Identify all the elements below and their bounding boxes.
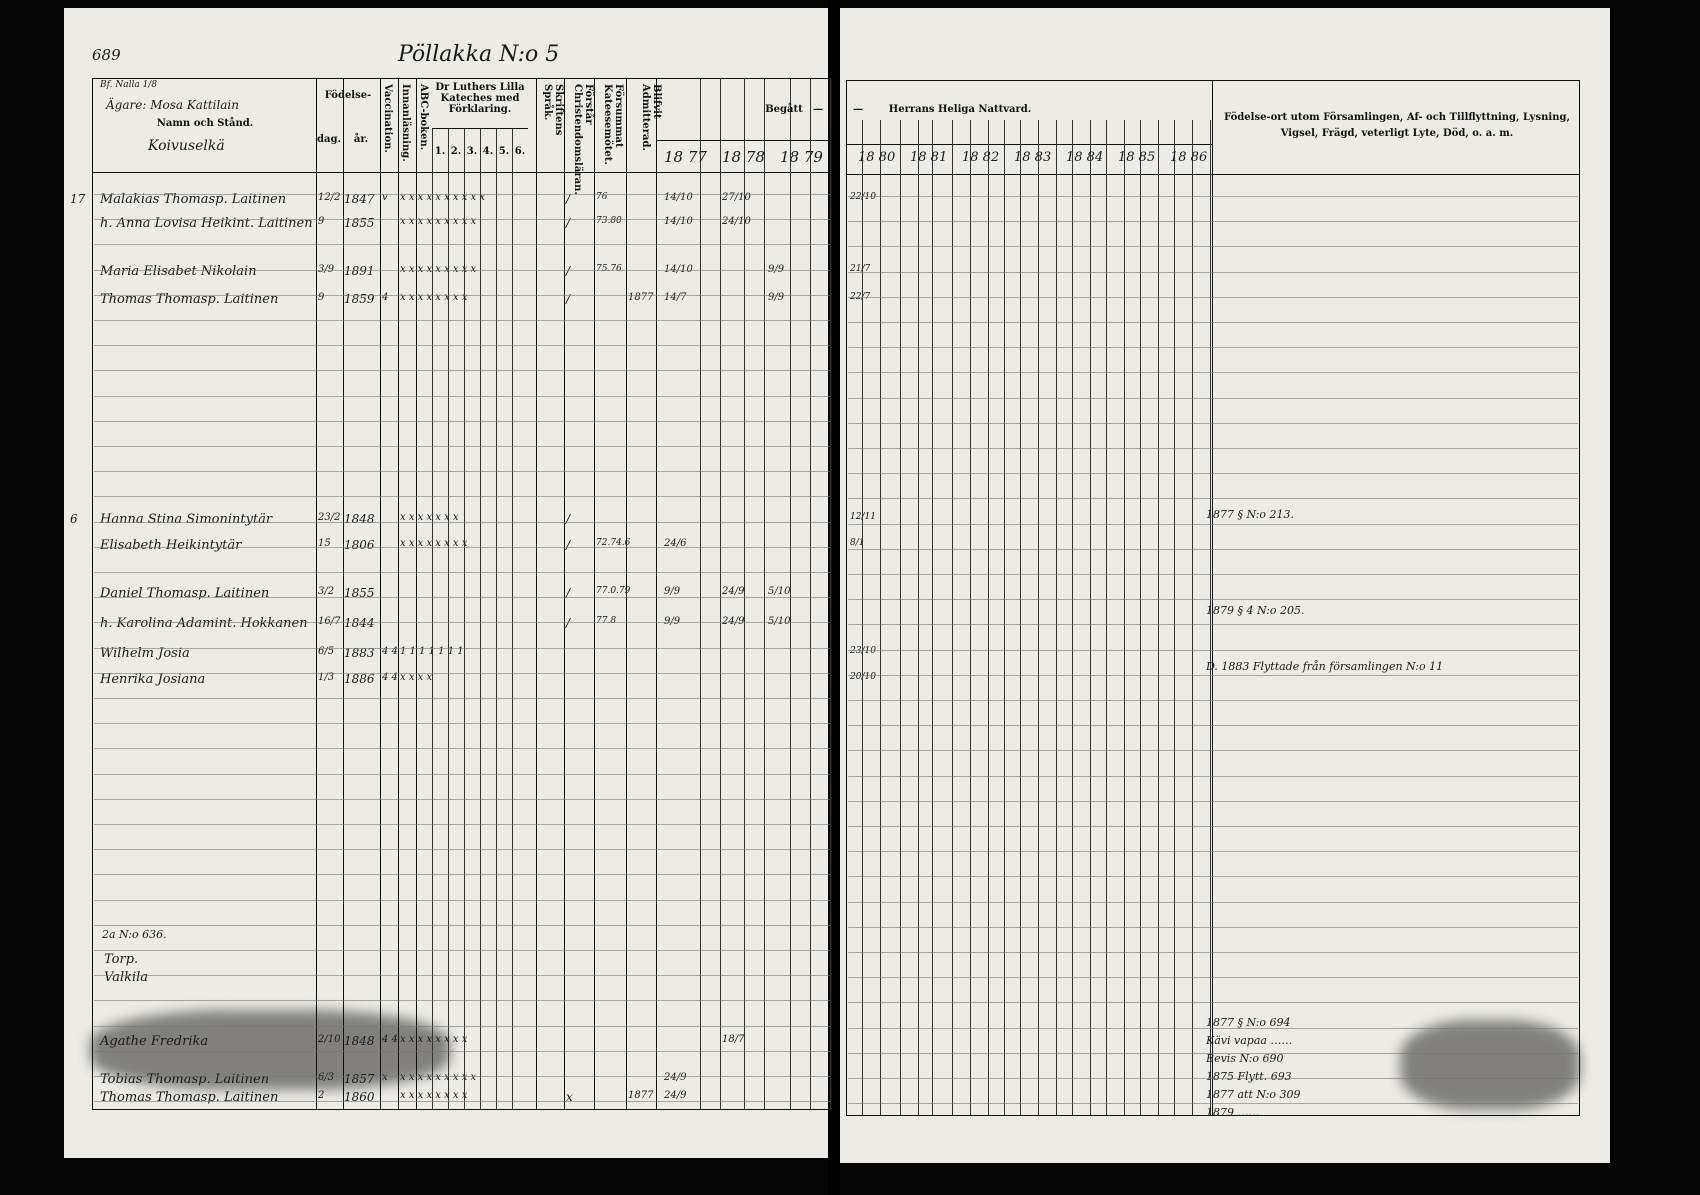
ruled-line: [94, 824, 830, 825]
understands-header: Förstår Christendomsläran.: [572, 84, 594, 195]
ruled-line: [848, 750, 1578, 751]
abc-header: ABC-boken.: [418, 84, 429, 151]
birth-header: Födelse-: [324, 90, 372, 101]
ruled-line: [94, 320, 830, 321]
column-line: [918, 120, 919, 1116]
year-header: 18 80: [858, 150, 896, 165]
remark-entry: 1877 § N:o 213.: [1206, 508, 1295, 521]
communion-1877: 24/9: [664, 1072, 687, 1083]
person-name: Elisabeth Heikintytär: [100, 538, 242, 553]
farm-name: Koivuselkä: [148, 138, 225, 154]
remarks-header: Födelse-ort utom Församlingen, Af- och Tillflyttning, Lysning, Vigsel, Frägd, veterligt Lyte, Död, o. a. m.: [1224, 112, 1570, 139]
year-header: 18 85: [1118, 150, 1156, 165]
person-name: Hanna Stina Simonintytär: [100, 512, 273, 527]
ruled-line: [94, 874, 830, 875]
ruled-line: [94, 522, 830, 523]
communion-1880: 22/7: [850, 292, 871, 302]
vaccination-header: Vaccination.: [382, 84, 393, 153]
right-header-divider: [846, 174, 1580, 175]
lower-note-2: Torp.: [104, 952, 139, 967]
communion-1877: 24/9: [664, 1090, 687, 1101]
ruled-line: [848, 246, 1578, 247]
catechism-divider: [432, 128, 528, 129]
ruled-line: [848, 1053, 1578, 1054]
ruled-line: [94, 950, 830, 951]
ruled-line: [94, 219, 830, 220]
vaccination-mark: 4 4: [382, 672, 398, 683]
column-line: [1106, 120, 1107, 1116]
communion-1877: 24/6: [664, 538, 687, 549]
ruled-line: [94, 774, 830, 775]
catechism-marks: x x x x x x x x: [400, 1034, 468, 1045]
column-line: [1124, 120, 1125, 1116]
ruled-line: [94, 1101, 830, 1102]
understands-mark: /: [566, 292, 571, 306]
remark-entry: Bevis N:o 690: [1206, 1052, 1284, 1065]
ruled-line: [94, 396, 830, 397]
ruled-line: [94, 698, 830, 699]
ruled-line: [94, 345, 830, 346]
birth-day: 3/9: [318, 264, 335, 275]
communion-header: Herrans Heliga Nattvard.: [888, 104, 1032, 115]
year-header: 18 77: [664, 148, 707, 166]
catechism-col-label: 5.: [498, 146, 510, 157]
communion-1878: 24/9: [722, 586, 745, 597]
ruled-line: [94, 723, 830, 724]
birth-year: 1855: [344, 586, 375, 600]
ruled-line: [94, 446, 830, 447]
reading-header: Innanläsning.: [400, 84, 411, 162]
remark-entry: 1875 Flytt. 693: [1206, 1070, 1292, 1083]
communion-1878: 24/9: [722, 616, 745, 627]
ruled-line: [848, 801, 1578, 802]
catechism-header: Dr Luthers Lilla Kateches med Förklaring.: [435, 82, 525, 115]
year-header-divider-left: [656, 140, 832, 141]
catechism-col-label: 2.: [450, 146, 462, 157]
communion-1879: 9/9: [768, 264, 785, 275]
begatt-dash: —: [813, 104, 823, 115]
left-header-divider: [92, 172, 832, 173]
ruled-line: [848, 725, 1578, 726]
catechism-marks: x x x x x x x x x: [400, 264, 477, 275]
farm-top-marks: Bf. Nalla 1/8: [100, 80, 158, 90]
ruled-line: [848, 196, 1578, 197]
ruled-line: [848, 675, 1578, 676]
ruled-line: [848, 347, 1578, 348]
column-line: [1056, 120, 1057, 1116]
understands-mark: x: [566, 1090, 573, 1104]
ruled-line: [848, 297, 1578, 298]
column-line: [1158, 120, 1159, 1116]
ruled-line: [848, 1028, 1578, 1029]
catechism-marks: x x x x x x x x: [400, 292, 468, 303]
column-line: [1210, 120, 1211, 1116]
column-line: [900, 120, 901, 1116]
row-number: 6: [70, 512, 78, 526]
communion-1877: 9/9: [664, 586, 681, 597]
ruled-line: [848, 574, 1578, 575]
understands-mark: /: [566, 216, 571, 230]
communion-1879: 5/10: [768, 616, 791, 627]
person-name: Thomas Thomasp. Laitinen: [100, 1090, 279, 1105]
column-line: [1038, 120, 1039, 1116]
vaccination-mark: 4 4: [382, 646, 398, 657]
catechism-marks: x x x x x x x x: [400, 538, 468, 549]
understands-mark: /: [566, 616, 571, 630]
ruled-line: [848, 876, 1578, 877]
vaccination-mark: 4 4: [382, 1034, 398, 1045]
birth-day: 23/2: [318, 512, 341, 523]
admitted-year: 1877: [628, 1090, 654, 1101]
ruled-line: [94, 194, 830, 195]
person-name: Malakias Thomasp. Laitinen: [100, 192, 287, 207]
understands-mark: /: [566, 192, 571, 206]
birth-year: 1847: [344, 192, 375, 206]
catechism-col-label: 6.: [514, 146, 526, 157]
ruled-line: [94, 975, 830, 976]
column-line: [1192, 120, 1193, 1116]
birth-year: 1855: [344, 216, 375, 230]
year-header: 18 78: [722, 148, 765, 166]
ruled-line: [848, 650, 1578, 651]
ruled-line: [94, 421, 830, 422]
ruled-line: [94, 572, 830, 573]
birth-day: 2/10: [318, 1034, 341, 1045]
ruled-line: [848, 952, 1578, 953]
ruled-line: [848, 1078, 1578, 1079]
year-header: 18 83: [1014, 150, 1052, 165]
ruled-line: [848, 1002, 1578, 1003]
remark-entry: 1877 § N:o 694: [1206, 1016, 1291, 1029]
communion-1877: 14/7: [664, 292, 687, 303]
person-name: Henrika Josiana: [100, 672, 206, 687]
communion-1879: 5/10: [768, 586, 791, 597]
birth-day: 9: [318, 292, 325, 303]
ruled-line: [94, 673, 830, 674]
person-name: Wilhelm Josia: [100, 646, 190, 661]
column-line: [952, 120, 953, 1116]
ruled-line: [94, 622, 830, 623]
birth-day: 3/2: [318, 586, 335, 597]
understands-mark: /: [566, 538, 571, 552]
remark-entry: 1879 § 4 N:o 205.: [1206, 604, 1305, 617]
ruled-line: [848, 549, 1578, 550]
ruled-line: [848, 372, 1578, 373]
ruled-line: [94, 849, 830, 850]
column-line: [880, 120, 881, 1116]
ruled-line: [848, 221, 1578, 222]
person-name: Tobias Thomasp. Laitinen: [100, 1072, 270, 1087]
catechism-marks: 1 1 1 1 1 1 1: [400, 646, 464, 657]
birth-day: 12/2: [318, 192, 341, 203]
admitted-year: 1877: [628, 292, 654, 303]
ruled-line: [94, 1051, 830, 1052]
catechism-marks: x x x x x x x x x: [400, 216, 477, 227]
understands-mark: /: [566, 586, 571, 600]
person-name: Maria Elisabet Nikolain: [100, 264, 257, 279]
ruled-line: [94, 244, 830, 245]
ruled-line: [848, 776, 1578, 777]
communion-1880: 21/7: [850, 264, 871, 274]
catechism-marks: x x x x x x x x x x: [400, 192, 486, 203]
farm-owner: Ägare: Mosa Kattilain: [106, 98, 239, 112]
missed-years: 76: [596, 192, 608, 202]
column-line: [1140, 120, 1141, 1116]
column-line: [1072, 120, 1073, 1116]
catechism-col-label: 4.: [482, 146, 494, 157]
remark-entry: Kävi vapaa ……: [1206, 1034, 1293, 1047]
nattvard-dash: —: [853, 104, 863, 115]
ruled-line: [94, 496, 830, 497]
year-header: 18 82: [962, 150, 1000, 165]
ruled-line: [848, 1103, 1578, 1104]
ruled-line: [848, 977, 1578, 978]
ruled-line: [94, 597, 830, 598]
communion-1877: 9/9: [664, 616, 681, 627]
column-line: [970, 120, 971, 1116]
admitted-header: Blifvit Admitterad.: [640, 84, 662, 151]
ruled-line: [94, 1000, 830, 1001]
remark-entry: 1879 ……: [1206, 1106, 1260, 1119]
ruled-line: [848, 448, 1578, 449]
missed-years: 73.80: [596, 216, 622, 226]
lower-note-1: 2a N:o 636.: [102, 928, 167, 941]
communion-1880: 23/10: [850, 646, 876, 656]
ruled-line: [848, 700, 1578, 701]
year-header: 18 81: [910, 150, 948, 165]
column-line: [988, 120, 989, 1116]
communion-1878: 18/7: [722, 1034, 745, 1045]
communion-1880: 8/1: [850, 538, 865, 548]
ruled-line: [848, 826, 1578, 827]
ruled-line: [848, 398, 1578, 399]
remark-entry: 1877 att N:o 309: [1206, 1088, 1301, 1101]
column-line: [862, 120, 863, 1116]
remark-entry: D. 1883 Flyttade från församlingen N:o 11: [1206, 660, 1444, 673]
birth-year: 1859: [344, 292, 375, 306]
catechism-col-label: 3.: [466, 146, 478, 157]
column-line: [1020, 120, 1021, 1116]
year-header: 18 84: [1066, 150, 1104, 165]
birth-day-header: dag.: [317, 134, 341, 145]
ruled-line: [848, 498, 1578, 499]
missed-years: 75.76: [596, 264, 622, 274]
birth-year: 1806: [344, 538, 375, 552]
ruled-line: [848, 473, 1578, 474]
birth-day: 2: [318, 1090, 325, 1101]
begatt-header: Begått: [765, 104, 803, 115]
ruled-line: [848, 423, 1578, 424]
catechism-marks: x x x x x x x x x: [400, 1072, 477, 1083]
right-register-frame: [846, 80, 1580, 1116]
column-line: [1090, 120, 1091, 1116]
catechism-marks: x x x x x x x x: [400, 1090, 468, 1101]
ruled-line: [848, 272, 1578, 273]
ruled-line: [94, 1076, 830, 1077]
catechism-marks: x x x x: [400, 672, 433, 683]
understands-mark: /: [566, 264, 571, 278]
remarks-column-line: [1212, 80, 1213, 1116]
page-number: 689: [92, 46, 121, 64]
ruled-line: [94, 370, 830, 371]
ruled-line: [848, 851, 1578, 852]
birth-year: 1886: [344, 672, 375, 686]
birth-year: 1844: [344, 616, 375, 630]
birth-day: 16/7: [318, 616, 341, 627]
missed-header: Försummat Kateesemötet.: [602, 84, 624, 165]
missed-years: 77.8: [596, 616, 617, 626]
birth-day: 15: [318, 538, 331, 549]
person-name: Daniel Thomasp. Laitinen: [100, 586, 270, 601]
birth-year: 1857: [344, 1072, 375, 1086]
year-header: 18 79: [780, 148, 823, 166]
vaccination-mark: x: [382, 1072, 388, 1083]
communion-1878: 27/10: [722, 192, 751, 203]
birth-year: 1891: [344, 264, 375, 278]
birth-year: 1883: [344, 646, 375, 660]
understands-mark: /: [566, 512, 571, 526]
ruled-line: [94, 270, 830, 271]
communion-1877: 14/10: [664, 216, 693, 227]
ruled-line: [94, 648, 830, 649]
ruled-line: [94, 1026, 830, 1027]
column-line: [1004, 120, 1005, 1116]
column-line: [1174, 120, 1175, 1116]
ruled-line: [94, 900, 830, 901]
ruled-line: [94, 748, 830, 749]
ruled-line: [848, 624, 1578, 625]
birth-day: 9: [318, 216, 325, 227]
catechism-col-label: 1.: [434, 146, 446, 157]
village-title: Pöllakka N:o 5: [398, 42, 560, 67]
communion-1880: 22/10: [850, 192, 876, 202]
person-name: Thomas Thomasp. Laitinen: [100, 292, 279, 307]
ruled-line: [94, 799, 830, 800]
ruled-line: [94, 925, 830, 926]
birth-year: 1848: [344, 1034, 375, 1048]
name-column-header: Namn och Stånd.: [156, 118, 254, 129]
birth-year: 1860: [344, 1090, 375, 1104]
scripture-language-header: Skriftens Språk.: [542, 84, 564, 136]
ruled-line: [848, 902, 1578, 903]
communion-1879: 9/9: [768, 292, 785, 303]
year-header: 18 86: [1170, 150, 1208, 165]
missed-years: 72.74.6: [596, 538, 631, 548]
column-line: [932, 120, 933, 1116]
ruled-line: [848, 524, 1578, 525]
ruled-line: [94, 471, 830, 472]
person-name: Agathe Fredrika: [100, 1034, 209, 1049]
communion-1878: 24/10: [722, 216, 751, 227]
birth-day: 6/3: [318, 1072, 335, 1083]
ruled-line: [848, 322, 1578, 323]
vaccination-mark: 4: [382, 292, 389, 303]
row-number: 17: [70, 192, 86, 206]
ruled-line: [94, 547, 830, 548]
person-name: h. Karolina Adamint. Hokkanen: [100, 616, 308, 631]
birth-day: 6/5: [318, 646, 335, 657]
vaccination-mark: v: [382, 192, 388, 203]
catechism-marks: x x x x x x x: [400, 512, 459, 523]
communion-1880: 12/11: [850, 512, 876, 522]
communion-1877: 14/10: [664, 192, 693, 203]
lower-note-3: Valkila: [104, 970, 149, 985]
ruled-line: [848, 927, 1578, 928]
ruled-line: [848, 599, 1578, 600]
missed-years: 77.0.79: [596, 586, 631, 596]
communion-1880: 20/10: [850, 672, 876, 682]
birth-day: 1/3: [318, 672, 335, 683]
birth-year-header: år.: [353, 134, 369, 145]
communion-1877: 14/10: [664, 264, 693, 275]
person-name: h. Anna Lovisa Heikint. Laitinen: [100, 216, 313, 231]
birth-year: 1848: [344, 512, 375, 526]
ruled-line: [94, 295, 830, 296]
